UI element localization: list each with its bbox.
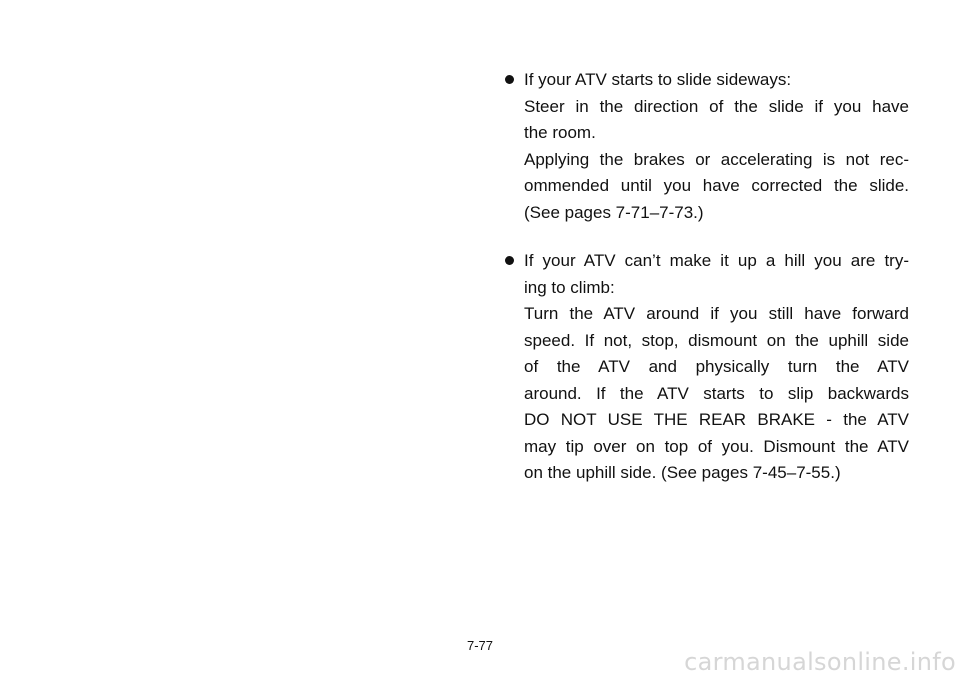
bullet-item-hill-climb bbox=[505, 248, 909, 487]
text-line: DO NOT USE THE REAR BRAKE - the ATV bbox=[524, 410, 909, 429]
text-line: Applying the brakes or accelerating is not rec- bbox=[524, 149, 909, 169]
text-line: speed. If not, stop, dismount on the uphill side bbox=[524, 330, 909, 350]
text-line: of the ATV and physically turn the ATV bbox=[524, 357, 909, 376]
page-reference: (See pages 7-71–7-73.) bbox=[524, 202, 704, 222]
text-line: the room. bbox=[524, 123, 596, 142]
bullet-icon bbox=[505, 75, 514, 84]
text-line: Turn the ATV around if you still have forward bbox=[524, 304, 909, 323]
text-line: may tip over on top of you. Dismount the ATV bbox=[524, 436, 909, 456]
text-line: ing to climb: bbox=[524, 277, 615, 297]
bullet-heading: If your ATV starts to slide sideways: bbox=[524, 70, 792, 89]
bullet-item-slide-sideways bbox=[505, 67, 909, 226]
text-line: ommended until you have corrected the slide. bbox=[524, 176, 909, 195]
bullet-heading: If your ATV can’t make it up a hill you are try- bbox=[524, 251, 909, 270]
bullet-icon bbox=[505, 256, 514, 265]
text-line: around. If the ATV starts to slip backwards bbox=[524, 383, 909, 403]
text-line: Steer in the direction of the slide if you have bbox=[524, 96, 909, 116]
page-reference: on the uphill side. (See pages 7-45–7-55.) bbox=[524, 463, 841, 482]
watermark: carmanualsonline.info bbox=[684, 648, 956, 676]
page-number: 7-77 bbox=[466, 638, 494, 653]
text-column bbox=[505, 67, 909, 509]
